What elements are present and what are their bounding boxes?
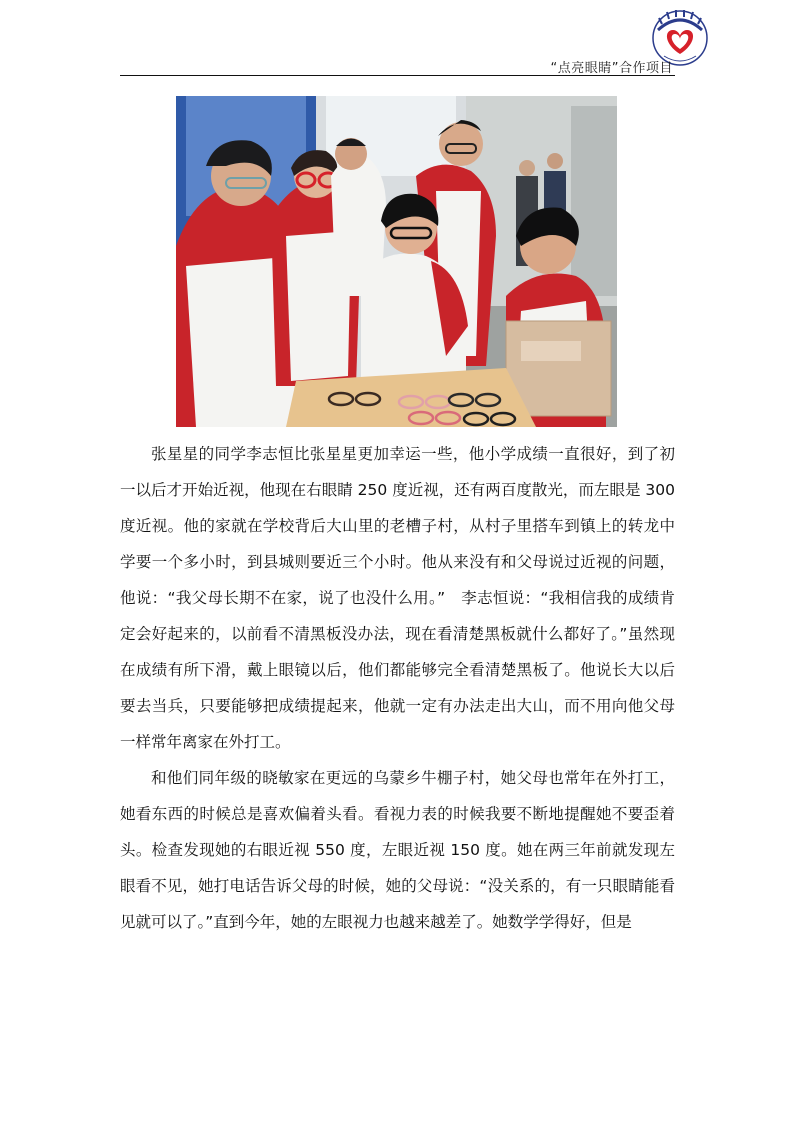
paragraph: 张星星的同学李志恒比张星星更加幸运一些，他小学成绩一直很好，到了初一以后才开始近视，他现在右眼睛 250 度近视，还有两百度散光，而左眼是 300 度近视。他的家就在学校背后大山里的老槽子村，从村子里搭车到镇上的转龙中学要一个多小时，到县城则要近三个小时。他从来没有和父母说过近视的问题，他说：“我父母长期不在家，说了也没什么用。” 李志恒说：“我相信我的成绩肯定会好起来的，以前看不清黑板没办法，现在看清楚黑板就什么都好了。”虽然现在成绩有所下滑，戴上眼镜以后，他们都能够完全看清楚黑板了。他说长大以后要去当兵，只要能够把成绩提起来，他就一定有办法走出大山，而不用向他父母一样常年离家在外打工。 (120, 445, 675, 751)
article-body (120, 436, 675, 940)
students-trying-glasses-photo (176, 96, 617, 427)
header-project-label: “点亮眼睛”合作项目 (550, 61, 673, 76)
paragraph: 和他们同年级的晓敏家在更远的乌蒙乡牛棚子村，她父母也常年在外打工，她看东西的时候总是喜欢偏着头看。看视力表的时候我要不断地提醒她不要歪着头。检查发现她的右眼近视 550 度，左眼近视 150 度。她在两三年前就发现左眼看不见，她打电话告诉父母的时候，她的父母说：“没关系的，有一只眼睛能看见就可以了。”直到今年，她的左眼视力也越来越差了。她数学学得好，但是 (120, 769, 675, 931)
header-divider (120, 75, 675, 76)
